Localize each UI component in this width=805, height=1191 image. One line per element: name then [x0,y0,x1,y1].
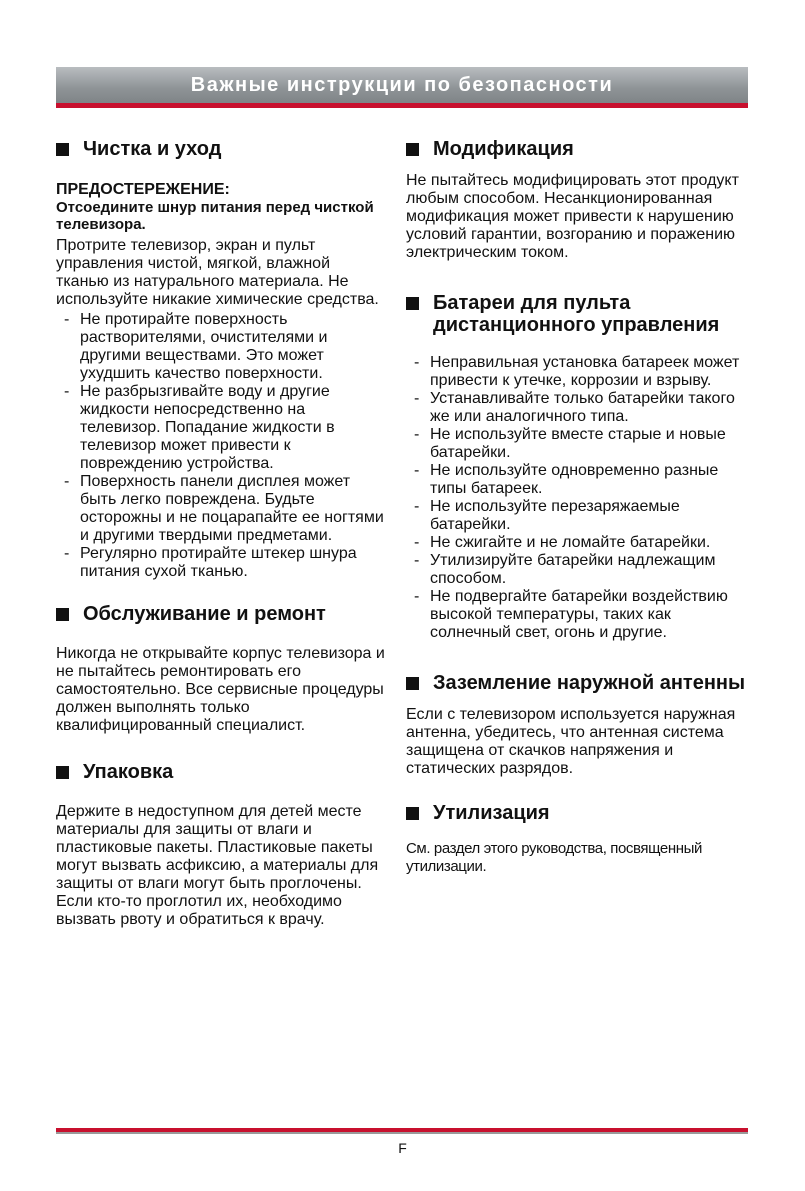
batteries-list [406,354,752,642]
right-column [406,130,752,876]
page-number: F [398,1140,407,1156]
list-item: - Регулярно протирайте штекер шнура питания сухой тканью. [56,545,386,581]
list-item: - Поверхность панели дисплея может быть легко повреждена. Будьте осторожны и не поцарапайте ее ногтями и другими твердыми предметами. [56,473,386,545]
modification-text: Не пытайтесь модифицировать этот продукт любым способом. Несанкционированная модификация может привести к нарушению условий гарантии, возгоранию и поражению электрическим током. [406,172,739,261]
square-bullet-icon [406,677,419,690]
square-bullet-icon [406,297,419,310]
page-title: Важные инструкции по безопасности [190,73,614,96]
list-item: - Не используйте вместе старые и новые батарейки. [406,426,752,462]
service-text: Никогда не открывайте корпус телевизора и не пытайтесь ремонтировать его самостоятельно. Все сервисные процедуры должен выполнять только квалифицированный специалист. [56,645,385,734]
section-disposal-heading: Утилизация [406,802,752,824]
square-bullet-icon [56,608,69,621]
square-bullet-icon [406,143,419,156]
caution-label: ПРЕДОСТЕРЕЖЕНИЕ: [56,181,230,198]
section-cleaning-heading: Чистка и уход [56,138,386,160]
cleaning-intro: Протрите телевизор, экран и пульт управления чистой, мягкой, влажной тканью из натурального материала. Не используйте никакие химические средства. [56,237,379,308]
footer-divider-shadow [56,1132,748,1134]
square-bullet-icon [406,807,419,820]
list-item: - Не разбрызгивайте воду и другие жидкости непосредственно на телевизор. Попадание жидкости в телевизор может привести к повреждению устройства. [56,383,386,473]
list-item: - Не используйте перезаряжаемые батарейки. [406,498,752,534]
section-packaging-heading: Упаковка [56,761,386,783]
list-item: - Неправильная установка батареек может привести к утечке, коррозии и взрыву. [406,354,752,390]
square-bullet-icon [56,143,69,156]
cleaning-list [56,311,386,581]
list-item: - Утилизируйте батарейки надлежащим способом. [406,552,752,588]
header-divider [56,103,748,108]
page-title-banner [56,67,748,103]
list-item: - Не подвергайте батарейки воздействию высокой температуры, таких как солнечный свет, огонь и другие. [406,588,752,642]
grounding-text: Если с телевизором используется наружная антенна, убедитесь, что антенная система защищена от скачков напряжения и статических разрядов. [406,706,736,777]
list-item: - Устанавливайте только батарейки такого же или аналогичного типа. [406,390,752,426]
caution-subtext: Отсоедините шнур питания перед чисткой телевизора. [56,199,374,233]
section-batteries-heading: Батареи для пульта дистанционного управления [406,292,752,336]
left-column [56,130,386,929]
list-item: - Не используйте одновременно разные типы батареек. [406,462,752,498]
disposal-text: См. раздел этого руководства, посвященный утилизации. [406,840,702,875]
packaging-text: Держите в недоступном для детей месте материалы для защиты от влаги и пластиковые пакеты. Пластиковые пакеты могут вызвать асфиксию, а материалы для защиты от влаги могут быть проглочены. Если кто-то проглотил их, необходимо вызвать рвоту и обратиться к врачу. [56,803,379,928]
list-item: - Не сжигайте и не ломайте батарейки. [406,534,752,552]
section-grounding-heading: Заземление наружной антенны [406,672,752,694]
square-bullet-icon [56,766,69,779]
section-modification-heading: Модификация [406,138,752,160]
list-item: - Не протирайте поверхность растворителями, очистителями и другими веществами. Это может ухудшить качество поверхности. [56,311,386,383]
section-service-heading: Обслуживание и ремонт [56,603,386,625]
